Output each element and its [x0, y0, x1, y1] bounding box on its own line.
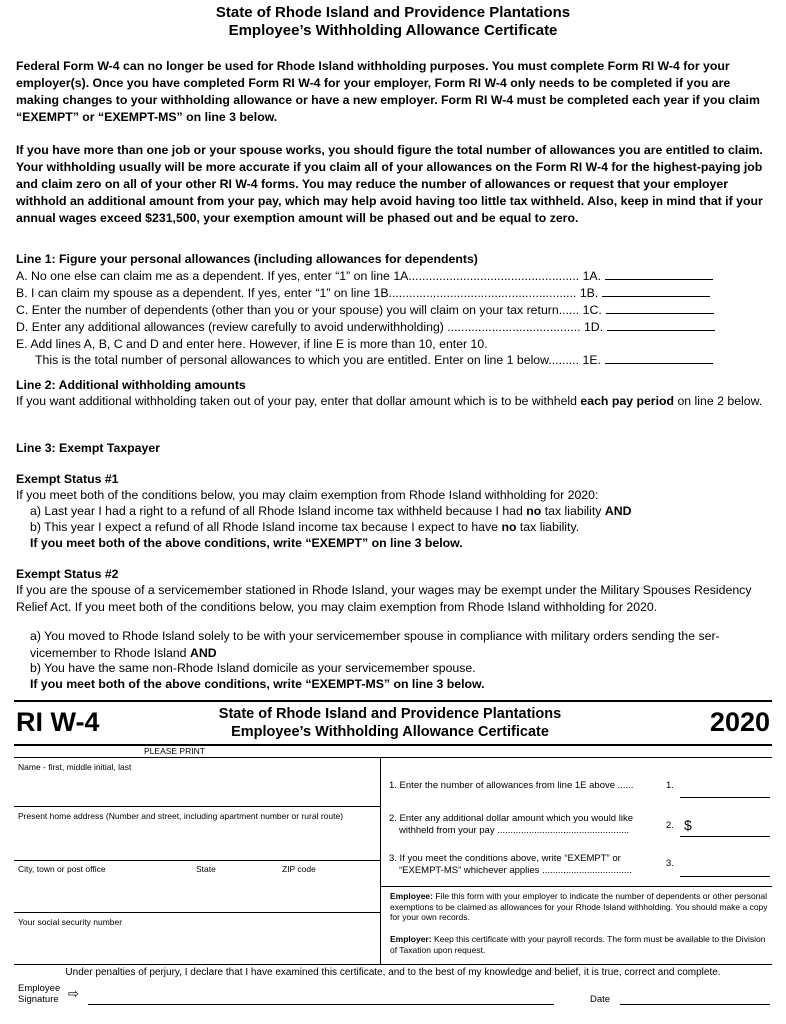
line2-text: If you want additional withholding taken out of your pay, enter that dollar amount which is to be withheld each pay period on line 2 below.	[16, 394, 763, 408]
address-field[interactable]	[14, 860, 380, 861]
field-3-label-1: 3. If you meet the conditions above, write “EXEMPT” or	[389, 853, 621, 864]
field-3-number: 3.	[666, 858, 674, 869]
exempt2-intro: If you are the spouse of a servicemember stationed in Rhode Island, your wages may be exempt under the Military Spouses Residency Relief Act. If you meet both of the conditions below, you may claim exemption from Rhode Island withholding for 2020.	[16, 583, 752, 614]
name-label: Name - first, middle initial, last	[18, 762, 132, 772]
exempt1-condition-a: a) Last year I had a right to a refund of all Rhode Island income tax withheld because I had no tax liability AND	[30, 504, 632, 518]
line1-row-a: A. No one else can claim me as a dependent. If yes, enter “1” on line 1A.................................................. 1A.	[16, 268, 766, 285]
field-1-label: 1. Enter the number of allowances from line 1E above ......	[389, 780, 634, 791]
field-3-label-2: “EXEMPT-MS” whichever applies ..................................	[399, 865, 632, 876]
date-label: Date	[590, 994, 611, 1005]
line3-heading: Line 3: Exempt Taxpayer	[16, 441, 160, 455]
employer-note: Employer: Keep this certificate with your payroll records. The form must be available to the Division of Taxation upon request.	[390, 934, 766, 955]
state-label: State	[196, 864, 216, 874]
line-1e-blank	[605, 352, 713, 364]
exempt2-heading: Exempt Status #2	[16, 567, 119, 581]
date-field[interactable]	[620, 1004, 770, 1005]
line-1d-blank	[607, 319, 715, 331]
exempt1-intro: If you meet both of the conditions below, you may claim exemption from Rhode Island withholding for 2020:	[16, 488, 599, 502]
exempt2-condition-a: a) You moved to Rhode Island solely to be with your servicemember spouse in compliance with military orders sending the ser-vicemember to Rhode Island AND	[30, 629, 720, 660]
form-title: State of Rhode Island and Providence Plantations Employee’s Withholding Allowance Certificate	[218, 706, 562, 740]
document-header	[0, 4, 786, 40]
field-1-input[interactable]	[680, 797, 770, 798]
intro-paragraph-1: Federal Form W-4 can no longer be used for Rhode Island withholding purposes. You must complete Form RI W-4 for your employer(s). Once you have completed Form RI W-4 for your employer, Form RI W-4 only needs to be completed if you are making changes to your withholding allowance or have a new employer. Form RI W-4 must be completed each year if you claim “EXEMPT” or “EXEMPT-MS” on line 3 below.	[16, 59, 760, 124]
line1-row-b: B. I can claim my spouse as a dependent. If yes, enter “1” on line 1B....................................................... 1B.	[16, 285, 766, 302]
field-2-label-2: withheld from your pay ..................................................	[399, 825, 630, 836]
line1-row-d: D. Enter any additional allowances (review carefully to avoid underwithholding) ....................................... 1D.	[16, 319, 766, 336]
exempt1-conclusion: If you meet both of the above conditions, write “EXEMPT” on line 3 below.	[30, 536, 463, 550]
line1-row-c: C. Enter the number of dependents (other than you or your spouse) you will claim on your tax return...... 1C.	[16, 302, 766, 319]
city-label: City, town or post office	[18, 864, 106, 874]
intro-paragraph-2: If you have more than one job or your spouse works, you should figure the total number of allowances you are entitled to claim. Your withholding usually will be more accurate if you claim all of your allowances on the Form RI W-4 for the highest-paying job and claim zero on all of your other RI W-4 forms. You may reduce the number of allowances or request that your employer withhold an additional amount from your pay, which may help avoid having too little tax withheld. Also, keep in mind that if your annual wages exceed $231,500, your exemption amount will be phased out and be equal to zero.	[16, 143, 763, 225]
line1-row-e2: This is the total number of personal allowances to which you are entitled. Enter on line 1 below......... 1E.	[16, 352, 766, 369]
exempt1-condition-b: b) This year I expect a refund of all Rhode Island income tax because I expect to have no tax liability.	[30, 520, 580, 534]
form-code: RI W-4	[16, 707, 100, 737]
field-2-input[interactable]	[680, 836, 770, 837]
zip-label: ZIP code	[282, 864, 316, 874]
line-1b-blank	[602, 285, 710, 297]
dollar-sign: $	[684, 817, 692, 833]
exempt2-conclusion: If you meet both of the above conditions, write “EXEMPT-MS” on line 3 below.	[30, 677, 485, 691]
exempt2-condition-b: b) You have the same non-Rhode Island domicile as your servicemember spouse.	[30, 661, 476, 675]
name-field[interactable]	[14, 806, 380, 807]
form-top-rule	[14, 700, 772, 702]
line-1c-blank	[606, 302, 714, 314]
line-1a-blank	[605, 268, 713, 280]
header-line-1: State of Rhode Island and Providence Plantations	[215, 4, 571, 21]
ssn-label: Your social security number	[18, 917, 123, 927]
field-3-input[interactable]	[680, 876, 770, 877]
line1-heading: Line 1: Figure your personal allowances (including allowances for dependents)	[16, 252, 478, 266]
field-2-label-1: 2. Enter any additional dollar amount which you would like	[389, 813, 633, 824]
city-state-zip-field[interactable]	[14, 912, 380, 913]
form-year: 2020	[709, 707, 770, 737]
form-title-rule	[14, 744, 772, 746]
header-line-2: Employee’s Withholding Allowance Certificate	[228, 22, 558, 39]
line2-heading: Line 2: Additional withholding amounts	[16, 378, 246, 392]
perjury-statement: Under penalties of perjury, I declare that I have examined this certificate, and to the best of my knowledge and belief, it is true, correct and complete.	[65, 967, 721, 978]
address-label: Present home address (Number and street, including apartment number or rural route)	[18, 811, 344, 821]
employee-note: Employee: File this form with your employer to indicate the number of dependents or other personal exemptions to be claimed as allowances for your Rhode Island withholding. You should make a copy for your own records.	[390, 891, 768, 922]
exempt1-heading: Exempt Status #1	[16, 472, 119, 486]
signature-field[interactable]	[88, 1004, 554, 1005]
signature-label: Employee Signature	[18, 983, 61, 1005]
signature-arrow-icon: ⇨	[68, 986, 79, 1001]
field-2-number: 2.	[666, 820, 674, 831]
field-1-number: 1.	[666, 780, 674, 791]
line1-row-e1: E. Add lines A, B, C and D and enter here. However, if line E is more than 10, enter 10.	[16, 337, 488, 351]
please-print: PLEASE PRINT	[144, 746, 205, 756]
